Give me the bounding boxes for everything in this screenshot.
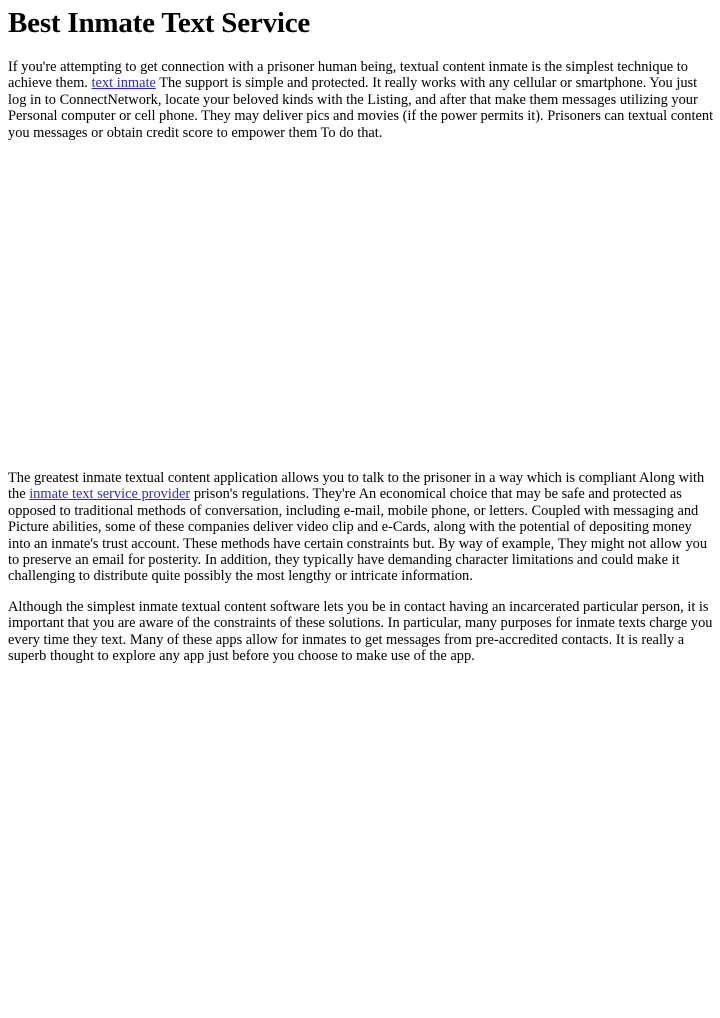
paragraph-app-overview xyxy=(8,470,714,585)
paragraph-app-overview-text-end: prison's regulations. They're An economical choice that may be safe and protected as opposed to traditional methods of conversation, including e-mail, mobile phone, or letters. Coupled with messaging and Picture abilities, some of these companies deliver video clip and e-Cards, along with the potential of depositing money into an inmate's trust account. These methods have certain constraints but. By way of example, They might not allow you to preserve an email for posterity. In addition, they typically have demanding character limitations and could make it challenging to distribute quite possibly the most lengthy or intricate information. xyxy=(8,486,708,585)
paragraph-constraints: Although the simplest inmate textual content software lets you be in contact having an incarcerated particular person, it is important that you are aware of the constraints of these solutions. In particular, many purposes for inmate texts charge you every time they text. Many of these apps allow for inmates to get messages from pre-accredited contacts. It is really a superb thought to explore any app just before you choose to make use of the app. xyxy=(8,599,713,665)
inmate-text-service-provider-link[interactable]: inmate text service provider xyxy=(29,486,191,503)
page-title: Best Inmate Text Service xyxy=(8,7,311,39)
paragraph-intro-text-end: The support is simple and protected. It really works with any cellular or smartphone. You just log in to ConnectNetwork, locate your beloved kinds with the Listing, and after that make them messages utilizing your Personal computer or cell phone. They may deliver pics and movies (if the power permits it). Prisoners can textual content you messages or obtain credit score to empower them To do that. xyxy=(8,75,714,141)
paragraph-intro-text-start: If you're attempting to get connection with a prisoner human being, textual content inmate is the simplest technique to achieve them. xyxy=(8,59,688,92)
text-inmate-link[interactable]: text inmate xyxy=(91,75,156,92)
paragraph-intro xyxy=(8,59,714,141)
paragraph-app-overview-text-start: The greatest inmate textual content application allows you to talk to the prisoner in a way which is compliant Along with the xyxy=(8,470,705,503)
